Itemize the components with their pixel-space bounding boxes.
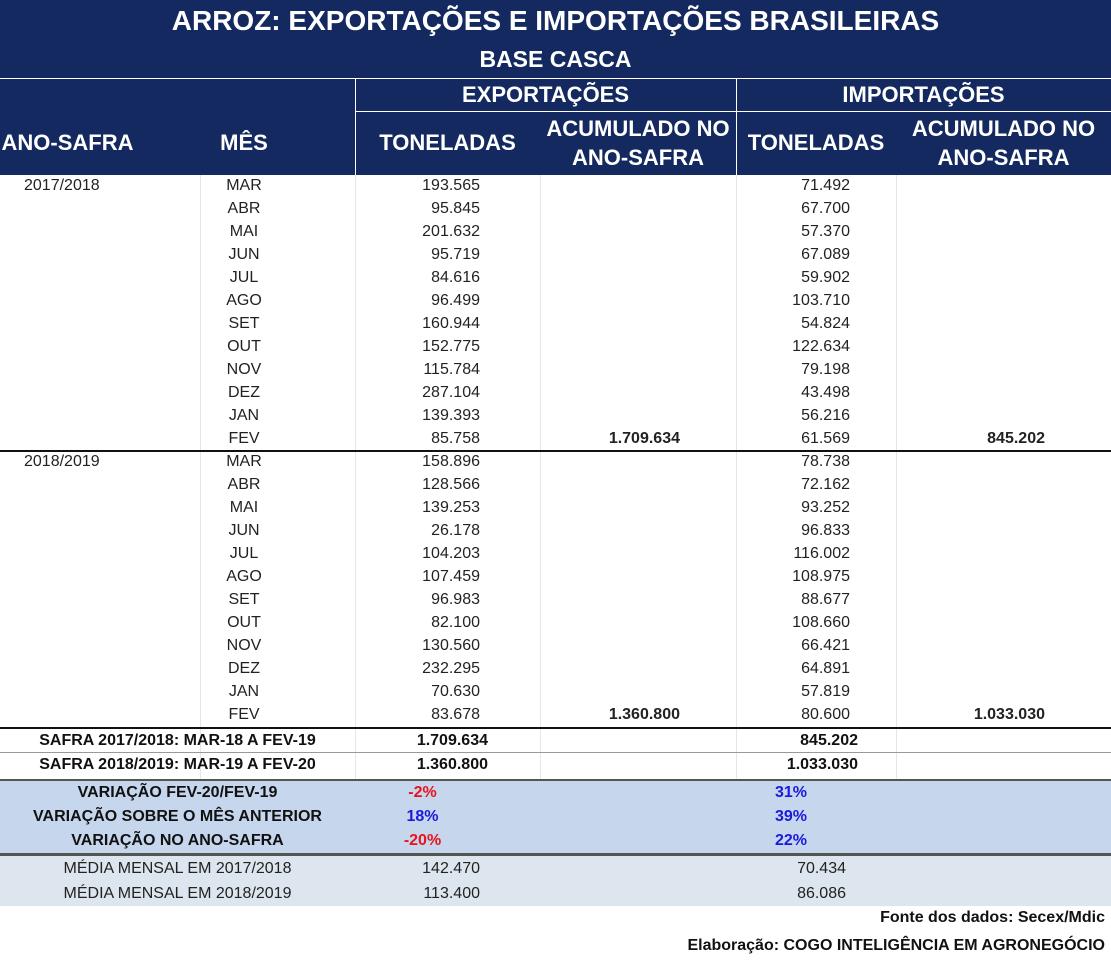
average-imports: 70.434 <box>797 860 846 877</box>
month-cell: ABR <box>227 200 261 217</box>
exports-tons-cell: 84.616 <box>431 269 480 286</box>
imports-accum-cell <box>905 543 1045 566</box>
summary-imports: 1.033.030 <box>786 756 858 773</box>
summary-row <box>0 729 1111 752</box>
exports-accum-cell <box>540 244 680 267</box>
summary-imports: 845.202 <box>800 732 858 749</box>
exports-accum-cell <box>540 336 680 359</box>
table-row <box>0 198 1111 221</box>
col-mes: MÊS <box>220 130 268 156</box>
table-row <box>0 290 1111 313</box>
table-row <box>0 382 1111 405</box>
imports-tons-cell: 57.370 <box>801 223 850 240</box>
variation-label: VARIAÇÃO NO ANO-SAFRA <box>71 832 284 849</box>
exports-accum-cell <box>540 497 680 520</box>
imports-accum-cell <box>905 520 1045 543</box>
month-cell: JAN <box>228 683 260 700</box>
imports-accum-cell <box>905 313 1045 336</box>
imports-tons-cell: 66.421 <box>801 637 850 654</box>
imports-accum-cell <box>905 244 1045 267</box>
data-source: Fonte dos dados: Secex/Mdic <box>880 909 1105 926</box>
exports-tons-cell: 193.565 <box>422 177 480 194</box>
imports-accum-cell <box>905 474 1045 497</box>
variation-exports: 18% <box>406 808 439 825</box>
table-row <box>0 543 1111 566</box>
table-row <box>0 313 1111 336</box>
exports-accum-cell <box>540 175 680 198</box>
table-row <box>0 520 1111 543</box>
imports-accum-cell <box>905 635 1045 658</box>
group-header-row <box>0 78 1111 112</box>
variation-label: VARIAÇÃO SOBRE O MÊS ANTERIOR <box>33 808 322 825</box>
imports-tons-cell: 67.700 <box>801 200 850 217</box>
exports-tons-cell: 70.630 <box>431 683 480 700</box>
month-cell: OUT <box>227 338 261 355</box>
exports-tons-cell: 95.719 <box>431 246 480 263</box>
exports-tons-cell: 96.983 <box>431 591 480 608</box>
exports-tons-cell: 82.100 <box>431 614 480 631</box>
month-cell: ABR <box>227 476 261 493</box>
average-exports: 113.400 <box>423 885 480 902</box>
month-cell: AGO <box>226 568 262 585</box>
exports-tons-cell: 139.393 <box>422 407 480 424</box>
exports-tons-cell: 96.499 <box>431 292 480 309</box>
table-row <box>0 635 1111 658</box>
exports-accum-cell <box>540 267 680 290</box>
table-row <box>0 658 1111 681</box>
exports-accum-cell <box>540 451 680 474</box>
month-cell: SET <box>228 315 260 332</box>
variation-row <box>0 781 1111 805</box>
month-cell: FEV <box>228 706 260 723</box>
exports-tons-cell: 232.295 <box>422 660 480 677</box>
col-exports-accum: ACUMULADO NO ANO-SAFRA <box>546 115 730 170</box>
imports-tons-cell: 43.498 <box>801 384 850 401</box>
imports-tons-cell: 80.600 <box>801 706 850 723</box>
imports-tons-cell: 96.833 <box>801 522 850 539</box>
table-row <box>0 428 1111 451</box>
exports-accum-cell <box>540 290 680 313</box>
table-row <box>0 451 1111 474</box>
imports-tons-cell: 78.738 <box>801 453 850 470</box>
imports-tons-cell: 108.660 <box>792 614 850 631</box>
imports-accum-cell <box>905 658 1045 681</box>
variation-exports: -20% <box>403 832 442 849</box>
exports-tons-cell: 201.632 <box>422 223 480 240</box>
month-cell: OUT <box>227 614 261 631</box>
table-row <box>0 474 1111 497</box>
exports-accum-cell <box>540 382 680 405</box>
imports-tons-cell: 64.891 <box>801 660 850 677</box>
imports-tons-cell: 61.569 <box>801 430 850 447</box>
header-divider <box>736 78 737 175</box>
col-imports-accum: ACUMULADO NO ANO-SAFRA <box>911 115 1096 170</box>
month-cell: AGO <box>226 292 262 309</box>
table-row <box>0 336 1111 359</box>
month-cell: JAN <box>228 407 260 424</box>
summary-exports: 1.360.800 <box>416 756 488 773</box>
variation-imports: 22% <box>774 832 808 849</box>
imports-accum-cell <box>905 405 1045 428</box>
row-divider <box>0 752 1111 753</box>
summary-row <box>0 753 1111 776</box>
imports-tons-cell: 103.710 <box>792 292 850 309</box>
average-label: MÉDIA MENSAL EM 2017/2018 <box>63 860 292 877</box>
exports-accum-cell <box>540 198 680 221</box>
month-cell: NOV <box>226 637 262 654</box>
imports-tons-cell: 54.824 <box>801 315 850 332</box>
imports-tons-cell: 72.162 <box>801 476 850 493</box>
exports-accum-cell: 1.709.634 <box>608 430 680 447</box>
year-cell: 2018/2019 <box>24 453 100 470</box>
month-cell: MAI <box>229 499 259 516</box>
imports-tons-cell: 122.634 <box>792 338 850 355</box>
page-subtitle: BASE CASCA <box>0 42 1111 78</box>
imports-tons-cell: 108.975 <box>792 568 850 585</box>
month-cell: DEZ <box>228 384 260 401</box>
table-row <box>0 405 1111 428</box>
variation-imports: 39% <box>774 808 808 825</box>
exports-accum-cell <box>540 359 680 382</box>
average-exports: 142.470 <box>422 860 480 877</box>
month-cell: MAR <box>226 177 262 194</box>
year-cell: 2017/2018 <box>24 177 100 194</box>
exports-tons-cell: 128.566 <box>422 476 480 493</box>
variation-imports: 31% <box>774 784 808 801</box>
imports-accum-cell <box>905 175 1045 198</box>
exports-tons-cell: 83.678 <box>431 706 480 723</box>
exports-tons-cell: 130.560 <box>422 637 480 654</box>
table-row <box>0 221 1111 244</box>
imports-tons-cell: 116.002 <box>793 545 850 562</box>
imports-accum-cell <box>905 497 1045 520</box>
imports-accum-cell: 1.033.030 <box>973 706 1045 723</box>
exports-accum-cell <box>540 635 680 658</box>
table-row <box>0 704 1111 727</box>
month-cell: MAR <box>226 453 262 470</box>
summary-label: SAFRA 2018/2019: MAR-19 A FEV-20 <box>39 756 316 773</box>
imports-accum-cell <box>905 359 1045 382</box>
summary-label: SAFRA 2017/2018: MAR-18 A FEV-19 <box>39 732 316 749</box>
exports-tons-cell: 104.203 <box>422 545 480 562</box>
variation-row <box>0 829 1111 853</box>
summary-exports: 1.709.634 <box>416 732 488 749</box>
variation-label: VARIAÇÃO FEV-20/FEV-19 <box>77 784 278 801</box>
average-label: MÉDIA MENSAL EM 2018/2019 <box>63 885 292 902</box>
imports-tons-cell: 67.089 <box>801 246 850 263</box>
average-row <box>0 856 1111 881</box>
col-ano-safra: ANO-SAFRA <box>1 130 134 156</box>
imports-accum-cell <box>905 451 1045 474</box>
exports-tons-cell: 107.459 <box>422 568 480 585</box>
table-row <box>0 267 1111 290</box>
exports-tons-cell: 95.845 <box>431 200 480 217</box>
header-divider <box>0 78 1111 79</box>
month-cell: JUN <box>228 246 260 263</box>
imports-accum-cell <box>905 267 1045 290</box>
variation-row <box>0 805 1111 829</box>
average-imports: 86.086 <box>797 885 846 902</box>
imports-tons-cell: 56.216 <box>801 407 850 424</box>
page-title: ARROZ: EXPORTAÇÕES E IMPORTAÇÕES BRASILEIRAS <box>0 0 1111 42</box>
col-exports-tons: TONELADAS <box>379 130 516 156</box>
elaboration-credit: Elaboração: COGO INTELIGÊNCIA EM AGRONEGÓCIO <box>687 937 1105 954</box>
imports-accum-cell <box>905 290 1045 313</box>
month-cell: FEV <box>228 430 260 447</box>
average-row <box>0 881 1111 906</box>
exports-accum-cell <box>540 566 680 589</box>
table-row <box>0 566 1111 589</box>
table-row <box>0 497 1111 520</box>
imports-accum-cell <box>905 198 1045 221</box>
exports-accum-cell <box>540 221 680 244</box>
month-cell: DEZ <box>228 660 260 677</box>
exports-accum-cell <box>540 681 680 704</box>
table-row <box>0 681 1111 704</box>
column-header-row <box>0 112 1111 175</box>
header-divider <box>355 78 356 175</box>
month-cell: JUN <box>228 522 260 539</box>
exports-tons-cell: 158.896 <box>422 453 480 470</box>
month-cell: SET <box>228 591 260 608</box>
exports-tons-cell: 85.758 <box>431 430 480 447</box>
imports-tons-cell: 71.492 <box>801 177 850 194</box>
variation-exports: -2% <box>408 784 437 801</box>
table-row <box>0 244 1111 267</box>
col-imports-tons: TONELADAS <box>747 130 885 156</box>
month-cell: MAI <box>229 223 259 240</box>
imports-tons-cell: 93.252 <box>801 499 850 516</box>
exports-tons-cell: 152.775 <box>422 338 480 355</box>
imports-group-header: IMPORTAÇÕES <box>842 81 1005 107</box>
imports-accum-cell <box>905 221 1045 244</box>
imports-accum-cell <box>905 382 1045 405</box>
exports-accum-cell <box>540 589 680 612</box>
year-separator <box>0 450 1111 452</box>
table-row <box>0 589 1111 612</box>
month-cell: NOV <box>226 361 262 378</box>
exports-accum-cell: 1.360.800 <box>608 706 680 723</box>
imports-tons-cell: 59.902 <box>801 269 850 286</box>
exports-accum-cell <box>540 405 680 428</box>
exports-tons-cell: 287.104 <box>422 384 480 401</box>
exports-accum-cell <box>540 313 680 336</box>
table-row <box>0 175 1111 198</box>
imports-accum-cell <box>905 566 1045 589</box>
exports-tons-cell: 26.178 <box>431 522 480 539</box>
table-row <box>0 612 1111 635</box>
exports-accum-cell <box>540 658 680 681</box>
table-row <box>0 359 1111 382</box>
imports-accum-cell: 845.202 <box>987 430 1045 447</box>
exports-group-header: EXPORTAÇÕES <box>461 81 630 107</box>
imports-accum-cell <box>905 612 1045 635</box>
imports-tons-cell: 57.819 <box>801 683 850 700</box>
imports-accum-cell <box>905 681 1045 704</box>
exports-accum-cell <box>540 612 680 635</box>
exports-accum-cell <box>540 474 680 497</box>
month-cell: JUL <box>229 269 259 286</box>
exports-tons-cell: 160.944 <box>422 315 480 332</box>
exports-accum-cell <box>540 520 680 543</box>
exports-tons-cell: 115.784 <box>423 361 480 378</box>
month-cell: JUL <box>229 545 259 562</box>
imports-accum-cell <box>905 336 1045 359</box>
exports-tons-cell: 139.253 <box>422 499 480 516</box>
exports-accum-cell <box>540 543 680 566</box>
imports-tons-cell: 88.677 <box>801 591 850 608</box>
imports-accum-cell <box>905 589 1045 612</box>
imports-tons-cell: 79.198 <box>801 361 850 378</box>
